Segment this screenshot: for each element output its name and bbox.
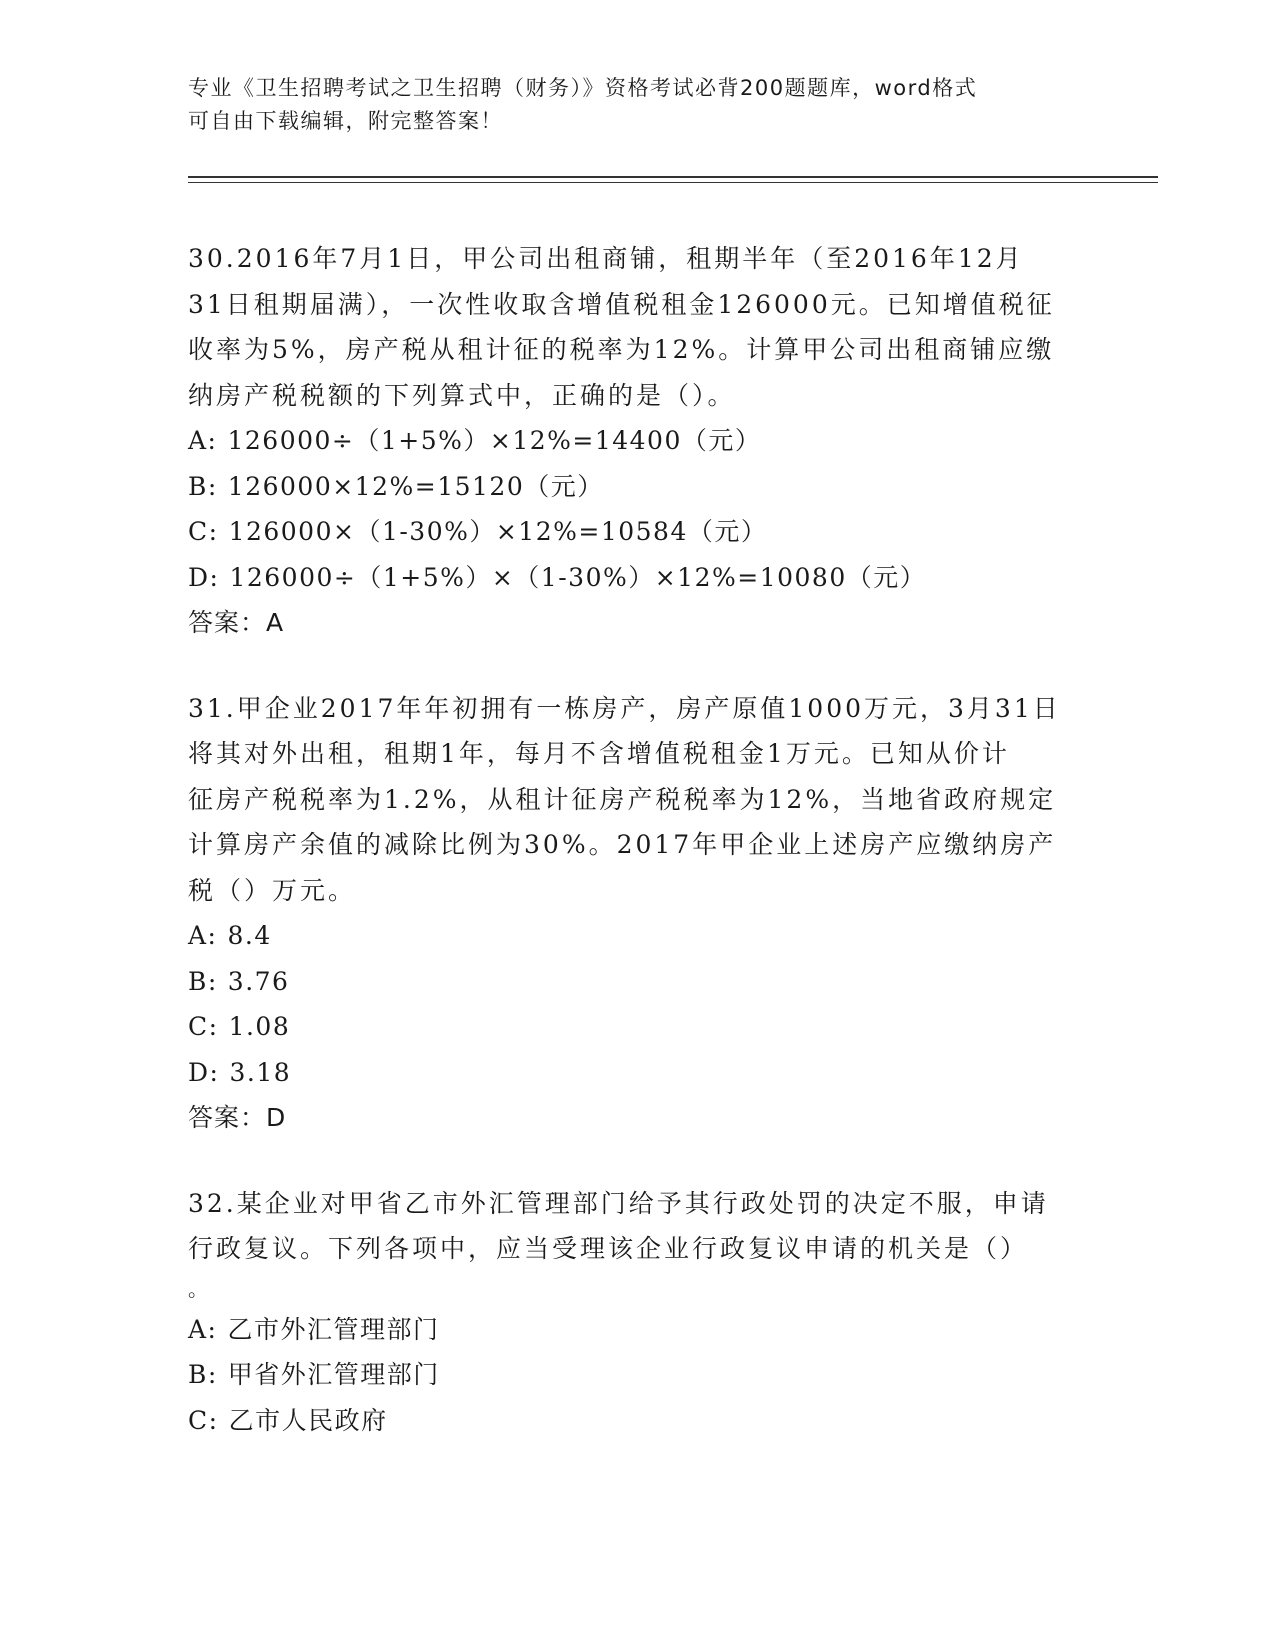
option-text: 3.76 bbox=[227, 966, 290, 996]
option-c bbox=[188, 1398, 1088, 1444]
option-b bbox=[188, 1352, 1088, 1398]
option-text: 126000×（1-30%）×12%=10584（元） bbox=[228, 517, 768, 546]
question-text-line: 纳房产税税额的下列算式中，正确的是（）。 bbox=[188, 380, 736, 410]
option-key: A: bbox=[188, 921, 218, 950]
option-key: A: bbox=[188, 426, 218, 455]
question-text-line: 收率为5%，房产税从租计征的税率为12%。计算甲公司出租商铺应缴 bbox=[188, 335, 1055, 364]
option-text: 3.18 bbox=[229, 1057, 292, 1087]
option-a bbox=[188, 1307, 1088, 1353]
option-key: B: bbox=[188, 1360, 218, 1389]
option-text: 乙市外汇管理部门 bbox=[227, 1314, 440, 1344]
option-key: B: bbox=[188, 966, 218, 996]
question-text-line: 征房产税税率为1.2%，从租计征房产税税率为12%，当地省政府规定 bbox=[188, 784, 1057, 814]
header-divider-thick bbox=[188, 176, 1158, 178]
question-list bbox=[188, 236, 1088, 1483]
header-line: 可自由下载编辑，附完整答案！ bbox=[188, 109, 503, 133]
option-a bbox=[188, 913, 1088, 959]
question-text-line: 32.某企业对甲省乙市外汇管理部门给予其行政处罚的决定不服，申请 bbox=[188, 1188, 1049, 1218]
option-key: C: bbox=[188, 1012, 219, 1041]
option-b bbox=[188, 464, 1088, 510]
option-text: 甲省外汇管理部门 bbox=[227, 1360, 440, 1389]
option-c bbox=[188, 509, 1088, 555]
option-key: C: bbox=[188, 517, 219, 546]
answer-label: 答案：A bbox=[188, 608, 285, 637]
question-text-line: 。 bbox=[188, 1276, 211, 1301]
header-line: 专业《卫生招聘考试之卫生招聘（财务）》资格考试必背200题题库，word格式 bbox=[188, 76, 978, 100]
question-text-line: 31日租期届满），一次性收取含增值税租金126000元。已知增值税征 bbox=[188, 289, 1055, 319]
option-text: 126000÷（1+5%）×12%=14400（元） bbox=[227, 426, 762, 455]
header-divider-thin bbox=[188, 182, 1158, 183]
option-b bbox=[188, 959, 1088, 1005]
option-text: 126000÷（1+5%）×（1-30%）×12%=10080（元） bbox=[229, 562, 927, 592]
question-32 bbox=[188, 1181, 1088, 1444]
option-text: 8.4 bbox=[227, 921, 272, 950]
question-text-line: 税（）万元。 bbox=[188, 875, 357, 905]
question-31 bbox=[188, 686, 1088, 1141]
question-text-line: 31.甲企业2017年年初拥有一栋房产，房产原值1000万元，3月31日 bbox=[188, 693, 1061, 723]
option-text: 1.08 bbox=[228, 1012, 291, 1041]
option-text: 126000×12%=15120（元） bbox=[227, 471, 604, 501]
option-text: 乙市人民政府 bbox=[228, 1405, 388, 1435]
option-key: B: bbox=[188, 471, 218, 501]
option-d bbox=[188, 1050, 1088, 1096]
question-text-line: 行政复议。下列各项中，应当受理该企业行政复议申请的机关是（） bbox=[188, 1234, 1029, 1263]
option-key: D: bbox=[188, 562, 220, 592]
answer-label: 答案：D bbox=[188, 1103, 287, 1132]
option-c bbox=[188, 1004, 1088, 1050]
question-text-line: 计算房产余值的减除比例为30%。2017年甲企业上述房产应缴纳房产 bbox=[188, 830, 1057, 859]
option-a bbox=[188, 418, 1088, 464]
option-d bbox=[188, 555, 1088, 601]
question-text-line: 将其对外出租，租期1年，每月不含增值税租金1万元。已知从价计 bbox=[188, 739, 1010, 768]
question-text-line: 30.2016年7月1日，甲公司出租商铺，租期半年（至2016年12月 bbox=[188, 244, 1024, 273]
option-key: A: bbox=[188, 1314, 218, 1344]
option-key: D: bbox=[188, 1057, 220, 1087]
document-header bbox=[188, 72, 1068, 138]
option-key: C: bbox=[188, 1405, 219, 1435]
question-30 bbox=[188, 236, 1088, 646]
